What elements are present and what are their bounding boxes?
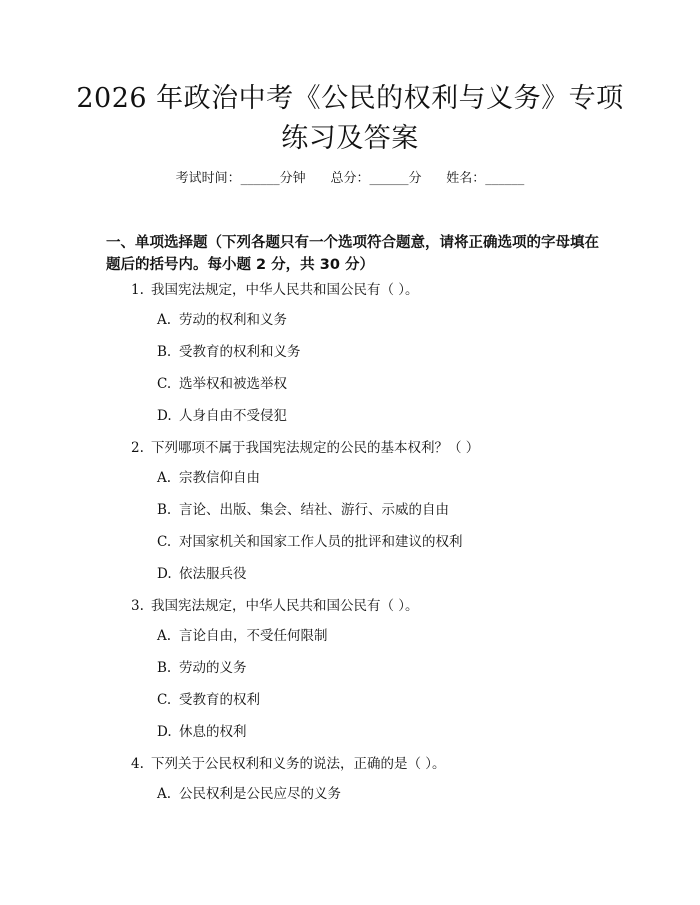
- student-name-label: 姓名：______: [446, 171, 525, 186]
- question-item: [131, 438, 611, 596]
- option-text: 对国家机关和国家工作人员的批评和建议的权利: [179, 534, 463, 550]
- option-text: 依法服兵役: [179, 566, 247, 582]
- total-score-label: 总分：______分: [330, 171, 422, 186]
- option-text: 受教育的权利: [179, 692, 260, 708]
- option-text: 休息的权利: [179, 724, 247, 740]
- question-number: 2.: [131, 440, 144, 456]
- answer-option: [131, 532, 611, 564]
- answer-option: [131, 406, 611, 438]
- option-text: 劳动的权利和义务: [179, 312, 287, 328]
- option-letter: A.: [157, 786, 172, 802]
- question-stem: [131, 438, 611, 468]
- section-heading: 一、单项选择题（下列各题只有一个选项符合题意，请将正确选项的字母填在题后的括号内。每小题 2 分，共 30 分）: [106, 235, 599, 273]
- option-text: 宗教信仰自由: [179, 470, 260, 486]
- question-text: 我国宪法规定，中华人民共和国公民有（ ）。: [151, 598, 419, 614]
- question-item: [131, 280, 611, 438]
- option-text: 公民权利是公民应尽的义务: [179, 786, 341, 802]
- question-text: 我国宪法规定，中华人民共和国公民有（ ）。: [151, 282, 419, 298]
- answer-option: [131, 626, 611, 658]
- option-text: 劳动的义务: [179, 660, 247, 676]
- option-text: 选举权和被选举权: [179, 376, 287, 392]
- question-stem: [131, 280, 611, 310]
- answer-option: [131, 784, 611, 816]
- question-item: [131, 596, 611, 754]
- exam-meta: [0, 170, 700, 188]
- answer-option: [131, 658, 611, 690]
- option-letter: A.: [157, 312, 172, 328]
- question-text: 下列关于公民权利和义务的说法，正确的是（ ）。: [151, 756, 446, 772]
- answer-option: [131, 374, 611, 406]
- option-text: 言论自由，不受任何限制: [179, 628, 328, 644]
- option-letter: C.: [157, 534, 172, 550]
- option-letter: B.: [157, 344, 172, 360]
- question-item: [131, 754, 611, 816]
- option-letter: D.: [157, 566, 172, 582]
- question-text: 下列哪项不属于我国宪法规定的公民的基本权利？（ ）: [151, 440, 480, 456]
- title-line-2: 练习及答案: [281, 123, 419, 154]
- document-title: [0, 82, 700, 156]
- answer-option: [131, 564, 611, 596]
- question-stem: [131, 596, 611, 626]
- option-letter: A.: [157, 628, 172, 644]
- option-text: 受教育的权利和义务: [179, 344, 301, 360]
- option-text: 人身自由不受侵犯: [179, 408, 287, 424]
- option-letter: B.: [157, 660, 172, 676]
- question-number: 4.: [131, 756, 144, 772]
- option-letter: C.: [157, 692, 172, 708]
- answer-option: [131, 310, 611, 342]
- answer-option: [131, 468, 611, 500]
- option-text: 言论、出版、集会、结社、游行、示威的自由: [179, 502, 449, 518]
- answer-option: [131, 722, 611, 754]
- answer-option: [131, 500, 611, 532]
- answer-option: [131, 690, 611, 722]
- title-line-1: 2026 年政治中考《公民的权利与义务》专项: [76, 83, 624, 114]
- option-letter: C.: [157, 376, 172, 392]
- question-stem: [131, 754, 611, 784]
- answer-option: [131, 342, 611, 374]
- question-number: 1.: [131, 282, 144, 298]
- exam-time-label: 考试时间：______分钟: [175, 171, 306, 186]
- option-letter: D.: [157, 408, 172, 424]
- question-number: 3.: [131, 598, 144, 614]
- option-letter: D.: [157, 724, 172, 740]
- option-letter: A.: [157, 470, 172, 486]
- option-letter: B.: [157, 502, 172, 518]
- question-list: [131, 280, 611, 816]
